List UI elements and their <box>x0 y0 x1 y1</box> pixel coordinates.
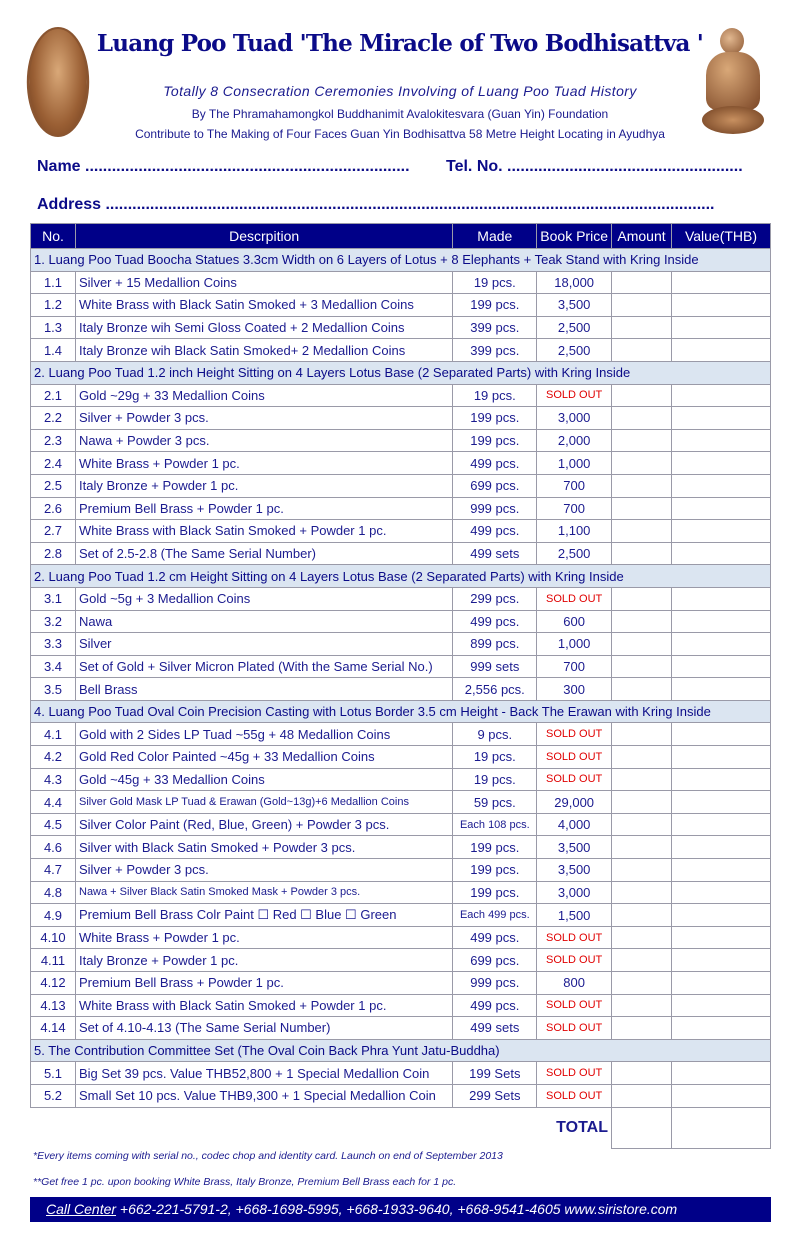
table-row <box>31 746 771 769</box>
value-input[interactable] <box>672 678 771 701</box>
sold-out-badge: SOLD OUT <box>537 746 612 769</box>
item-made: 199 pcs. <box>453 294 537 317</box>
amount-input[interactable] <box>612 384 672 407</box>
section-title: 2. Luang Poo Tuad 1.2 cm Height Sitting on 4 Layers Lotus Base (2 Separated Parts) with Kring Inside <box>31 565 771 588</box>
table-row <box>31 429 771 452</box>
amount-input[interactable] <box>612 1017 672 1040</box>
call-center-link[interactable]: Call Center <box>46 1201 117 1217</box>
item-number: 1.4 <box>31 339 76 362</box>
item-description: Gold ~5g + 3 Medallion Coins <box>76 587 453 610</box>
amount-input[interactable] <box>612 271 672 294</box>
item-number: 4.13 <box>31 994 76 1017</box>
amount-input[interactable] <box>612 655 672 678</box>
item-description: Nawa + Silver Black Satin Smoked Mask + Powder 3 pcs. <box>76 881 453 904</box>
item-number: 4.4 <box>31 791 76 814</box>
item-number: 4.12 <box>31 972 76 995</box>
amount-input[interactable] <box>612 316 672 339</box>
item-made: 19 pcs. <box>453 768 537 791</box>
value-input[interactable] <box>672 542 771 565</box>
amount-input[interactable] <box>612 474 672 497</box>
item-made: 699 pcs. <box>453 949 537 972</box>
item-price: 3,500 <box>537 836 612 859</box>
value-input[interactable] <box>672 926 771 949</box>
amount-input[interactable] <box>612 520 672 543</box>
order-table <box>30 223 771 1149</box>
spacer <box>31 1107 537 1148</box>
item-price: 300 <box>537 678 612 701</box>
amount-input[interactable] <box>612 587 672 610</box>
amount-input[interactable] <box>612 1084 672 1107</box>
table-row <box>31 542 771 565</box>
item-description: Premium Bell Brass + Powder 1 pc. <box>76 972 453 995</box>
item-description: Set of Gold + Silver Micron Plated (With the Same Serial No.) <box>76 655 453 678</box>
item-number: 1.2 <box>31 294 76 317</box>
value-input[interactable] <box>672 791 771 814</box>
item-price: 2,000 <box>537 429 612 452</box>
address-field[interactable]: Address ......................................................................................................................................... <box>37 196 715 213</box>
item-price: 700 <box>537 497 612 520</box>
value-input[interactable] <box>672 497 771 520</box>
amount-input[interactable] <box>612 339 672 362</box>
item-made: 399 pcs. <box>453 339 537 362</box>
item-price: 2,500 <box>537 542 612 565</box>
item-number: 5.1 <box>31 1062 76 1085</box>
item-made: 19 pcs. <box>453 384 537 407</box>
sold-out-badge: SOLD OUT <box>537 949 612 972</box>
item-description: White Brass + Powder 1 pc. <box>76 452 453 475</box>
subtitle: Totally 8 Consecration Ceremonies Involving of Luang Poo Tuad History <box>163 83 637 99</box>
item-made: 9 pcs. <box>453 723 537 746</box>
item-price: 4,000 <box>537 813 612 836</box>
item-made: 499 pcs. <box>453 926 537 949</box>
item-description: Set of 2.5-2.8 (The Same Serial Number) <box>76 542 453 565</box>
item-description: Premium Bell Brass Colr Paint ☐ Red ☐ Blue ☐ Green <box>76 904 453 927</box>
phone-numbers: +662-221-5791-2, +668-1698-5995, +668-1933-9640, +668-9541-4605 <box>116 1201 565 1217</box>
item-made: 499 pcs. <box>453 452 537 475</box>
footer-bar <box>30 1197 771 1222</box>
value-input[interactable] <box>672 520 771 543</box>
item-description: Gold Red Color Painted ~45g + 33 Medallion Coins <box>76 746 453 769</box>
amount-input[interactable] <box>612 1062 672 1085</box>
item-made: 199 pcs. <box>453 881 537 904</box>
amount-input[interactable] <box>612 678 672 701</box>
table-row <box>31 904 771 927</box>
item-number: 2.6 <box>31 497 76 520</box>
table-header <box>31 224 771 249</box>
value-input[interactable] <box>672 972 771 995</box>
item-number: 1.3 <box>31 316 76 339</box>
item-made: 199 pcs. <box>453 407 537 430</box>
value-input[interactable] <box>672 949 771 972</box>
item-description: Big Set 39 pcs. Value THB52,800 + 1 Special Medallion Coin <box>76 1062 453 1085</box>
item-number: 3.4 <box>31 655 76 678</box>
sold-out-badge: SOLD OUT <box>537 926 612 949</box>
item-made: 2,556 pcs. <box>453 678 537 701</box>
item-made: 499 sets <box>453 1017 537 1040</box>
item-price: 1,000 <box>537 633 612 656</box>
item-number: 3.2 <box>31 610 76 633</box>
item-number: 3.3 <box>31 633 76 656</box>
table-row <box>31 339 771 362</box>
note-free: **Get free 1 pc. upon booking White Brass, Italy Bronze, Premium Bell Brass each for 1 pc. <box>33 1176 457 1188</box>
item-number: 4.6 <box>31 836 76 859</box>
value-input[interactable] <box>672 723 771 746</box>
value-input[interactable] <box>672 610 771 633</box>
item-description: Nawa + Powder 3 pcs. <box>76 429 453 452</box>
item-description: Bell Brass <box>76 678 453 701</box>
sold-out-badge: SOLD OUT <box>537 723 612 746</box>
item-number: 5.2 <box>31 1084 76 1107</box>
item-description: Silver with Black Satin Smoked + Powder 3 pcs. <box>76 836 453 859</box>
item-description: Silver + 15 Medallion Coins <box>76 271 453 294</box>
item-price: 1,000 <box>537 452 612 475</box>
item-made: 59 pcs. <box>453 791 537 814</box>
value-input[interactable] <box>672 271 771 294</box>
amount-input[interactable] <box>612 452 672 475</box>
table-row <box>31 994 771 1017</box>
item-description: Set of 4.10-4.13 (The Same Serial Number) <box>76 1017 453 1040</box>
section-title: 2. Luang Poo Tuad 1.2 inch Height Sitting on 4 Layers Lotus Base (2 Separated Parts) with Kring Inside <box>31 361 771 384</box>
contribution-line: Contribute to The Making of Four Faces Guan Yin Bodhisattva 58 Metre Height Locating in Ayudhya <box>135 127 665 141</box>
section-header <box>31 700 771 723</box>
item-made: 399 pcs. <box>453 316 537 339</box>
amount-input[interactable] <box>612 429 672 452</box>
item-description: Italy Bronze wih Black Satin Smoked+ 2 Medallion Coins <box>76 339 453 362</box>
table-row <box>31 610 771 633</box>
total-label: TOTAL <box>556 1118 608 1136</box>
item-price: 3,500 <box>537 294 612 317</box>
value-input[interactable] <box>672 881 771 904</box>
value-input[interactable] <box>672 429 771 452</box>
table-row <box>31 271 771 294</box>
total-amount-input[interactable] <box>612 1107 672 1148</box>
value-input[interactable] <box>672 655 771 678</box>
item-description: Italy Bronze + Powder 1 pc. <box>76 474 453 497</box>
item-number: 4.2 <box>31 746 76 769</box>
item-number: 4.14 <box>31 1017 76 1040</box>
amount-input[interactable] <box>612 949 672 972</box>
table-row <box>31 768 771 791</box>
sold-out-badge: SOLD OUT <box>537 994 612 1017</box>
value-input[interactable] <box>672 452 771 475</box>
item-number: 2.3 <box>31 429 76 452</box>
item-made: 199 pcs. <box>453 859 537 882</box>
item-made: 199 pcs. <box>453 429 537 452</box>
table-row <box>31 520 771 543</box>
amount-input[interactable] <box>612 407 672 430</box>
section-header <box>31 565 771 588</box>
item-number: 2.8 <box>31 542 76 565</box>
item-description: Gold ~29g + 33 Medallion Coins <box>76 384 453 407</box>
item-description: White Brass with Black Satin Smoked + 3 Medallion Coins <box>76 294 453 317</box>
item-description: Silver Gold Mask LP Tuad & Erawan (Gold~13g)+6 Medallion Coins <box>76 791 453 814</box>
table-row <box>31 655 771 678</box>
col-no: No. <box>31 224 76 249</box>
page-title: Luang Poo Tuad 'The Miracle of Two Bodhisattva ' <box>96 30 704 57</box>
item-price: 2,500 <box>537 339 612 362</box>
sold-out-badge: SOLD OUT <box>537 768 612 791</box>
item-number: 2.7 <box>31 520 76 543</box>
item-price: 600 <box>537 610 612 633</box>
item-number: 4.8 <box>31 881 76 904</box>
item-number: 2.4 <box>31 452 76 475</box>
table-row <box>31 678 771 701</box>
total-row <box>31 1107 771 1148</box>
item-number: 4.11 <box>31 949 76 972</box>
name-field[interactable]: Name ......................................................................... <box>37 158 410 175</box>
col-value: Value(THB) <box>672 224 771 249</box>
value-input[interactable] <box>672 813 771 836</box>
item-number: 2.5 <box>31 474 76 497</box>
section-title: 4. Luang Poo Tuad Oval Coin Precision Casting with Lotus Border 3.5 cm Height - Back The Erawan with Kring Inside <box>31 700 771 723</box>
amount-input[interactable] <box>612 610 672 633</box>
table-row <box>31 452 771 475</box>
amount-input[interactable] <box>612 791 672 814</box>
sold-out-badge: SOLD OUT <box>537 1017 612 1040</box>
table-row <box>31 881 771 904</box>
tel-field[interactable]: Tel. No. ..................................................... <box>446 158 743 175</box>
item-price: 29,000 <box>537 791 612 814</box>
item-description: White Brass with Black Satin Smoked + Powder 1 pc. <box>76 994 453 1017</box>
value-input[interactable] <box>672 384 771 407</box>
amount-input[interactable] <box>612 633 672 656</box>
value-input[interactable] <box>672 1062 771 1085</box>
total-value-input[interactable] <box>672 1107 771 1148</box>
table-row <box>31 1062 771 1085</box>
item-number: 4.1 <box>31 723 76 746</box>
value-input[interactable] <box>672 294 771 317</box>
item-number: 4.3 <box>31 768 76 791</box>
item-description: Gold with 2 Sides LP Tuad ~55g + 48 Medallion Coins <box>76 723 453 746</box>
table-row <box>31 949 771 972</box>
sold-out-badge: SOLD OUT <box>537 384 612 407</box>
item-description: White Brass with Black Satin Smoked + Powder 1 pc. <box>76 520 453 543</box>
note-serial: *Every items coming with serial no., codec chop and identity card. Launch on end of September 2013 <box>33 1150 503 1162</box>
item-price: 800 <box>537 972 612 995</box>
amount-input[interactable] <box>612 972 672 995</box>
item-made: 499 sets <box>453 542 537 565</box>
value-input[interactable] <box>672 768 771 791</box>
amount-input[interactable] <box>612 859 672 882</box>
value-input[interactable] <box>672 904 771 927</box>
amount-input[interactable] <box>612 994 672 1017</box>
value-input[interactable] <box>672 836 771 859</box>
item-price: 2,500 <box>537 316 612 339</box>
item-made: 699 pcs. <box>453 474 537 497</box>
amount-input[interactable] <box>612 926 672 949</box>
item-made: 999 sets <box>453 655 537 678</box>
table-row <box>31 407 771 430</box>
item-made: 299 pcs. <box>453 587 537 610</box>
table-row <box>31 791 771 814</box>
amount-input[interactable] <box>612 836 672 859</box>
item-number: 3.1 <box>31 587 76 610</box>
item-description: Italy Bronze + Powder 1 pc. <box>76 949 453 972</box>
table-row <box>31 972 771 995</box>
item-price: 700 <box>537 655 612 678</box>
item-description: Small Set 10 pcs. Value THB9,300 + 1 Special Medallion Coin <box>76 1084 453 1107</box>
item-price: 18,000 <box>537 271 612 294</box>
amount-input[interactable] <box>612 881 672 904</box>
item-price: 1,500 <box>537 904 612 927</box>
amount-input[interactable] <box>612 723 672 746</box>
table-row <box>31 836 771 859</box>
item-number: 2.2 <box>31 407 76 430</box>
section-title: 5. The Contribution Committee Set (The Oval Coin Back Phra Yunt Jatu-Buddha) <box>31 1039 771 1062</box>
section-header <box>31 249 771 272</box>
item-made: 899 pcs. <box>453 633 537 656</box>
item-description: Silver Color Paint (Red, Blue, Green) + Powder 3 pcs. <box>76 813 453 836</box>
amount-input[interactable] <box>612 746 672 769</box>
table-row <box>31 316 771 339</box>
item-description: Silver + Powder 3 pcs. <box>76 859 453 882</box>
sold-out-badge: SOLD OUT <box>537 587 612 610</box>
section-header <box>31 1039 771 1062</box>
sold-out-badge: SOLD OUT <box>537 1084 612 1107</box>
table-row <box>31 723 771 746</box>
table-row <box>31 1084 771 1107</box>
item-description: Premium Bell Brass + Powder 1 pc. <box>76 497 453 520</box>
col-made: Made <box>453 224 537 249</box>
table-row <box>31 587 771 610</box>
item-description: Silver + Powder 3 pcs. <box>76 407 453 430</box>
value-input[interactable] <box>672 994 771 1017</box>
item-made: Each 108 pcs. <box>453 813 537 836</box>
section-header <box>31 361 771 384</box>
amount-input[interactable] <box>612 497 672 520</box>
item-made: Each 499 pcs. <box>453 904 537 927</box>
col-amount: Amount <box>612 224 672 249</box>
item-number: 4.9 <box>31 904 76 927</box>
value-input[interactable] <box>672 587 771 610</box>
item-number: 4.7 <box>31 859 76 882</box>
table-row <box>31 294 771 317</box>
foundation-line: By The Phramahamongkol Buddhanimit Avalokitesvara (Guan Yin) Foundation <box>191 107 609 121</box>
item-description: Nawa <box>76 610 453 633</box>
value-input[interactable] <box>672 859 771 882</box>
item-made: 19 pcs. <box>453 271 537 294</box>
item-made: 499 pcs. <box>453 610 537 633</box>
item-description: White Brass + Powder 1 pc. <box>76 926 453 949</box>
table-row <box>31 384 771 407</box>
table-row <box>31 926 771 949</box>
amount-input[interactable] <box>612 768 672 791</box>
item-description: Silver <box>76 633 453 656</box>
item-description: Gold ~45g + 33 Medallion Coins <box>76 768 453 791</box>
value-input[interactable] <box>672 1017 771 1040</box>
sold-out-badge: SOLD OUT <box>537 1062 612 1085</box>
item-price: 700 <box>537 474 612 497</box>
value-input[interactable] <box>672 746 771 769</box>
col-price: Book Price <box>537 224 612 249</box>
table-row <box>31 859 771 882</box>
value-input[interactable] <box>672 1084 771 1107</box>
item-number: 3.5 <box>31 678 76 701</box>
value-input[interactable] <box>672 633 771 656</box>
item-price: 3,500 <box>537 859 612 882</box>
table-row <box>31 1017 771 1040</box>
amount-input[interactable] <box>612 542 672 565</box>
website-link[interactable]: www.siristore.com <box>564 1201 678 1217</box>
item-made: 999 pcs. <box>453 972 537 995</box>
item-made: 199 pcs. <box>453 836 537 859</box>
item-made: 19 pcs. <box>453 746 537 769</box>
col-description: Descrpition <box>76 224 453 249</box>
value-input[interactable] <box>672 474 771 497</box>
value-input[interactable] <box>672 407 771 430</box>
table-row <box>31 813 771 836</box>
item-made: 499 pcs. <box>453 520 537 543</box>
item-price: 3,000 <box>537 407 612 430</box>
item-number: 4.5 <box>31 813 76 836</box>
value-input[interactable] <box>672 316 771 339</box>
item-made: 499 pcs. <box>453 994 537 1017</box>
amount-input[interactable] <box>612 813 672 836</box>
table-row <box>31 633 771 656</box>
item-made: 299 Sets <box>453 1084 537 1107</box>
value-input[interactable] <box>672 339 771 362</box>
item-number: 4.10 <box>31 926 76 949</box>
item-made: 199 Sets <box>453 1062 537 1085</box>
table-row <box>31 474 771 497</box>
amount-input[interactable] <box>612 904 672 927</box>
item-price: 3,000 <box>537 881 612 904</box>
section-title: 1. Luang Poo Tuad Boocha Statues 3.3cm Width on 6 Layers of Lotus + 8 Elephants + Teak Stand with Kring Inside <box>31 249 771 272</box>
amount-input[interactable] <box>612 294 672 317</box>
item-price: 1,100 <box>537 520 612 543</box>
item-number: 2.1 <box>31 384 76 407</box>
item-made: 999 pcs. <box>453 497 537 520</box>
item-description: Italy Bronze wih Semi Gloss Coated + 2 Medallion Coins <box>76 316 453 339</box>
table-row <box>31 497 771 520</box>
item-number: 1.1 <box>31 271 76 294</box>
